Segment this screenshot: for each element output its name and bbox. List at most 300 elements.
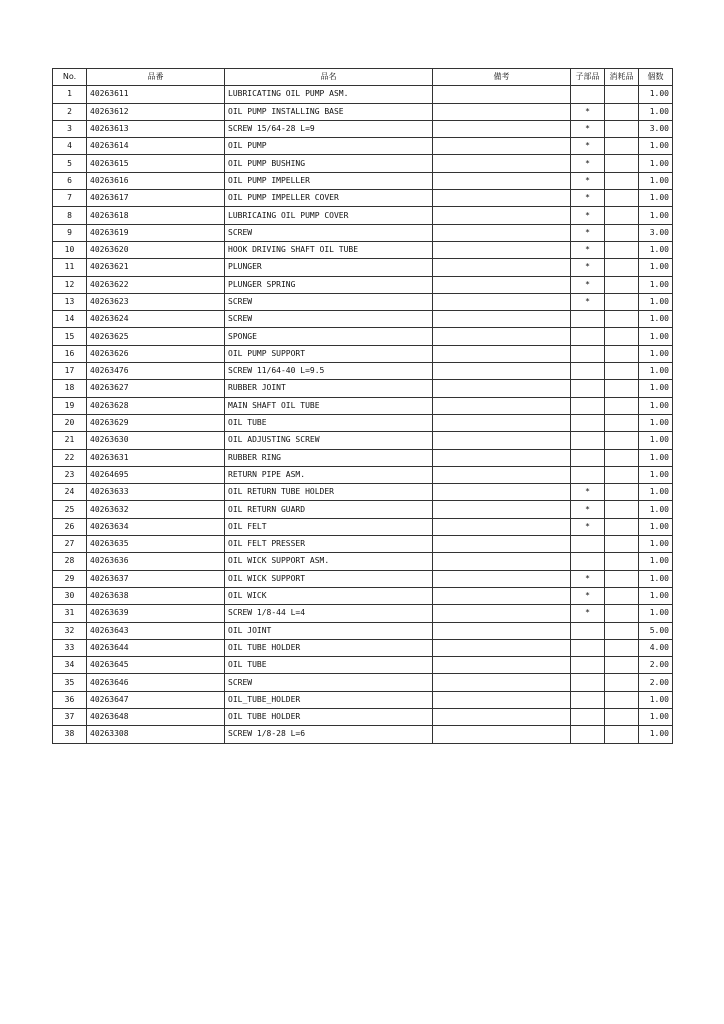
cell-no: 27 — [53, 536, 87, 553]
table-row — [53, 224, 673, 241]
table-row — [53, 587, 673, 604]
cell-no: 24 — [53, 484, 87, 501]
cell-sub-part — [571, 657, 605, 674]
table-row — [53, 259, 673, 276]
cell-remarks — [433, 380, 571, 397]
cell-quantity: 1.00 — [639, 484, 673, 501]
table-row — [53, 328, 673, 345]
cell-part-number: 40263611 — [87, 86, 225, 103]
table-body — [53, 86, 673, 743]
cell-no: 31 — [53, 605, 87, 622]
cell-part-number: 40263631 — [87, 449, 225, 466]
cell-part-name: OIL WICK SUPPORT ASM. — [225, 553, 433, 570]
cell-consumable — [605, 241, 639, 258]
cell-no: 30 — [53, 587, 87, 604]
cell-quantity: 1.00 — [639, 414, 673, 431]
cell-remarks — [433, 726, 571, 743]
cell-quantity: 1.00 — [639, 466, 673, 483]
cell-consumable — [605, 518, 639, 535]
cell-remarks — [433, 587, 571, 604]
cell-part-name: OIL RETURN TUBE HOLDER — [225, 484, 433, 501]
cell-sub-part — [571, 328, 605, 345]
cell-part-number: 40263616 — [87, 172, 225, 189]
table-row — [53, 311, 673, 328]
cell-no: 1 — [53, 86, 87, 103]
cell-part-number: 40263633 — [87, 484, 225, 501]
cell-no: 5 — [53, 155, 87, 172]
cell-remarks — [433, 241, 571, 258]
cell-part-number: 40263635 — [87, 536, 225, 553]
table-row — [53, 449, 673, 466]
cell-consumable — [605, 363, 639, 380]
cell-no: 10 — [53, 241, 87, 258]
cell-no: 8 — [53, 207, 87, 224]
cell-remarks — [433, 674, 571, 691]
table-row — [53, 414, 673, 431]
cell-part-name: RUBBER RING — [225, 449, 433, 466]
table-row — [53, 363, 673, 380]
header-sub-part: 子部品 — [571, 69, 605, 86]
cell-part-number: 40263630 — [87, 432, 225, 449]
header-part-name: 品名 — [225, 69, 433, 86]
cell-no: 21 — [53, 432, 87, 449]
cell-quantity: 3.00 — [639, 120, 673, 137]
cell-part-name: LUBRICATING OIL PUMP ASM. — [225, 86, 433, 103]
cell-sub-part: * — [571, 103, 605, 120]
cell-part-number: 40263623 — [87, 293, 225, 310]
cell-part-name: OIL ADJUSTING SCREW — [225, 432, 433, 449]
cell-no: 33 — [53, 639, 87, 656]
table-row — [53, 172, 673, 189]
cell-no: 4 — [53, 138, 87, 155]
cell-no: 37 — [53, 708, 87, 725]
cell-part-number: 40263632 — [87, 501, 225, 518]
cell-no: 34 — [53, 657, 87, 674]
cell-quantity: 1.00 — [639, 190, 673, 207]
cell-part-number: 40263638 — [87, 587, 225, 604]
cell-no: 26 — [53, 518, 87, 535]
cell-part-name: OIL PUMP BUSHING — [225, 155, 433, 172]
cell-remarks — [433, 432, 571, 449]
cell-quantity: 1.00 — [639, 328, 673, 345]
cell-quantity: 1.00 — [639, 345, 673, 362]
cell-part-number: 40263612 — [87, 103, 225, 120]
cell-quantity: 1.00 — [639, 380, 673, 397]
cell-quantity: 1.00 — [639, 311, 673, 328]
cell-consumable — [605, 311, 639, 328]
cell-no: 20 — [53, 414, 87, 431]
cell-consumable — [605, 276, 639, 293]
cell-remarks — [433, 622, 571, 639]
cell-quantity: 1.00 — [639, 570, 673, 587]
cell-quantity: 1.00 — [639, 241, 673, 258]
cell-no: 15 — [53, 328, 87, 345]
cell-part-name: SCREW — [225, 674, 433, 691]
cell-remarks — [433, 328, 571, 345]
cell-consumable — [605, 414, 639, 431]
table-header-row — [53, 69, 673, 86]
cell-consumable — [605, 726, 639, 743]
cell-consumable — [605, 449, 639, 466]
cell-no: 36 — [53, 691, 87, 708]
cell-part-number: 40263627 — [87, 380, 225, 397]
cell-sub-part — [571, 449, 605, 466]
cell-no: 23 — [53, 466, 87, 483]
cell-part-name: OIL JOINT — [225, 622, 433, 639]
cell-part-name: RUBBER JOINT — [225, 380, 433, 397]
cell-sub-part: * — [571, 501, 605, 518]
cell-consumable — [605, 380, 639, 397]
cell-quantity: 1.00 — [639, 397, 673, 414]
cell-part-number: 40263618 — [87, 207, 225, 224]
cell-consumable — [605, 484, 639, 501]
cell-consumable — [605, 536, 639, 553]
cell-part-name: SCREW — [225, 311, 433, 328]
cell-quantity: 5.00 — [639, 622, 673, 639]
cell-part-name: OIL TUBE HOLDER — [225, 708, 433, 725]
cell-sub-part — [571, 397, 605, 414]
cell-remarks — [433, 345, 571, 362]
cell-part-name: SCREW 15/64-28 L=9 — [225, 120, 433, 137]
table-row — [53, 138, 673, 155]
cell-part-name: OIL TUBE — [225, 657, 433, 674]
cell-sub-part: * — [571, 276, 605, 293]
cell-consumable — [605, 345, 639, 362]
cell-sub-part — [571, 553, 605, 570]
cell-quantity: 1.00 — [639, 536, 673, 553]
cell-part-name: LUBRICAING OIL PUMP COVER — [225, 207, 433, 224]
cell-part-name: OIL RETURN GUARD — [225, 501, 433, 518]
cell-consumable — [605, 570, 639, 587]
table-row — [53, 622, 673, 639]
cell-no: 3 — [53, 120, 87, 137]
cell-sub-part: * — [571, 605, 605, 622]
cell-sub-part — [571, 86, 605, 103]
cell-quantity: 1.00 — [639, 172, 673, 189]
cell-consumable — [605, 155, 639, 172]
cell-sub-part — [571, 432, 605, 449]
cell-part-name: OIL FELT PRESSER — [225, 536, 433, 553]
table-row — [53, 501, 673, 518]
cell-remarks — [433, 155, 571, 172]
cell-quantity: 1.00 — [639, 432, 673, 449]
cell-sub-part: * — [571, 207, 605, 224]
cell-part-number: 40263624 — [87, 311, 225, 328]
cell-remarks — [433, 449, 571, 466]
cell-part-number: 40263615 — [87, 155, 225, 172]
cell-consumable — [605, 501, 639, 518]
cell-no: 38 — [53, 726, 87, 743]
cell-quantity: 1.00 — [639, 155, 673, 172]
cell-no: 28 — [53, 553, 87, 570]
cell-part-name: OIL PUMP IMPELLER COVER — [225, 190, 433, 207]
cell-part-number: 40263476 — [87, 363, 225, 380]
cell-no: 29 — [53, 570, 87, 587]
cell-part-name: MAIN SHAFT OIL TUBE — [225, 397, 433, 414]
cell-sub-part: * — [571, 587, 605, 604]
cell-no: 9 — [53, 224, 87, 241]
cell-quantity: 1.00 — [639, 605, 673, 622]
cell-remarks — [433, 518, 571, 535]
cell-part-number: 40263628 — [87, 397, 225, 414]
cell-quantity: 1.00 — [639, 587, 673, 604]
cell-remarks — [433, 259, 571, 276]
cell-quantity: 1.00 — [639, 293, 673, 310]
cell-no: 12 — [53, 276, 87, 293]
cell-part-number: 40263647 — [87, 691, 225, 708]
cell-sub-part: * — [571, 293, 605, 310]
cell-part-number: 40264695 — [87, 466, 225, 483]
table-row — [53, 293, 673, 310]
table-row — [53, 726, 673, 743]
cell-no: 11 — [53, 259, 87, 276]
cell-part-number: 40263648 — [87, 708, 225, 725]
cell-consumable — [605, 138, 639, 155]
cell-consumable — [605, 622, 639, 639]
table-row — [53, 553, 673, 570]
cell-consumable — [605, 328, 639, 345]
cell-quantity: 3.00 — [639, 224, 673, 241]
cell-part-name: OIL PUMP — [225, 138, 433, 155]
cell-part-number: 40263613 — [87, 120, 225, 137]
cell-remarks — [433, 363, 571, 380]
cell-consumable — [605, 224, 639, 241]
cell-quantity: 2.00 — [639, 674, 673, 691]
cell-part-name: OIL PUMP INSTALLING BASE — [225, 103, 433, 120]
cell-no: 16 — [53, 345, 87, 362]
table-row — [53, 432, 673, 449]
cell-sub-part: * — [571, 259, 605, 276]
cell-part-number: 40263634 — [87, 518, 225, 535]
cell-remarks — [433, 657, 571, 674]
table-row — [53, 536, 673, 553]
table-row — [53, 639, 673, 656]
cell-remarks — [433, 138, 571, 155]
table-row — [53, 570, 673, 587]
cell-remarks — [433, 276, 571, 293]
cell-quantity: 1.00 — [639, 138, 673, 155]
cell-consumable — [605, 86, 639, 103]
header-no: No. — [53, 69, 87, 86]
cell-remarks — [433, 190, 571, 207]
cell-quantity: 1.00 — [639, 708, 673, 725]
cell-consumable — [605, 587, 639, 604]
table-row — [53, 345, 673, 362]
cell-part-number: 40263620 — [87, 241, 225, 258]
cell-quantity: 1.00 — [639, 553, 673, 570]
cell-no: 18 — [53, 380, 87, 397]
cell-remarks — [433, 536, 571, 553]
table-row — [53, 466, 673, 483]
table-row — [53, 241, 673, 258]
table-row — [53, 190, 673, 207]
cell-sub-part — [571, 691, 605, 708]
header-part-number: 品番 — [87, 69, 225, 86]
cell-sub-part: * — [571, 224, 605, 241]
cell-consumable — [605, 432, 639, 449]
cell-sub-part: * — [571, 570, 605, 587]
cell-part-name: OIL PUMP IMPELLER — [225, 172, 433, 189]
cell-no: 14 — [53, 311, 87, 328]
cell-consumable — [605, 103, 639, 120]
cell-consumable — [605, 120, 639, 137]
cell-part-name: SCREW — [225, 293, 433, 310]
cell-part-number: 40263629 — [87, 414, 225, 431]
cell-part-name: OIL FELT — [225, 518, 433, 535]
cell-sub-part — [571, 345, 605, 362]
cell-quantity: 1.00 — [639, 726, 673, 743]
cell-sub-part: * — [571, 241, 605, 258]
cell-part-name: OIL PUMP SUPPORT — [225, 345, 433, 362]
cell-part-name: OIL TUBE HOLDER — [225, 639, 433, 656]
cell-remarks — [433, 311, 571, 328]
table-row — [53, 605, 673, 622]
cell-no: 22 — [53, 449, 87, 466]
cell-remarks — [433, 466, 571, 483]
cell-sub-part — [571, 311, 605, 328]
cell-sub-part: * — [571, 484, 605, 501]
table-row — [53, 397, 673, 414]
cell-quantity: 1.00 — [639, 259, 673, 276]
cell-sub-part: * — [571, 155, 605, 172]
cell-remarks — [433, 207, 571, 224]
cell-part-name: PLUNGER SPRING — [225, 276, 433, 293]
cell-no: 19 — [53, 397, 87, 414]
cell-sub-part — [571, 639, 605, 656]
cell-consumable — [605, 708, 639, 725]
table-row — [53, 691, 673, 708]
cell-part-number: 40263308 — [87, 726, 225, 743]
cell-consumable — [605, 293, 639, 310]
cell-remarks — [433, 570, 571, 587]
cell-sub-part — [571, 466, 605, 483]
cell-consumable — [605, 207, 639, 224]
cell-remarks — [433, 224, 571, 241]
cell-remarks — [433, 414, 571, 431]
cell-no: 17 — [53, 363, 87, 380]
cell-part-number: 40263621 — [87, 259, 225, 276]
cell-part-number: 40263617 — [87, 190, 225, 207]
cell-sub-part — [571, 708, 605, 725]
table-row — [53, 674, 673, 691]
cell-remarks — [433, 501, 571, 518]
cell-no: 32 — [53, 622, 87, 639]
cell-remarks — [433, 639, 571, 656]
cell-consumable — [605, 674, 639, 691]
cell-remarks — [433, 120, 571, 137]
cell-sub-part — [571, 380, 605, 397]
cell-part-name: OIL_TUBE_HOLDER — [225, 691, 433, 708]
table-row — [53, 380, 673, 397]
cell-consumable — [605, 691, 639, 708]
cell-part-name: PLUNGER — [225, 259, 433, 276]
cell-part-number: 40263619 — [87, 224, 225, 241]
cell-remarks — [433, 103, 571, 120]
parts-list-table — [52, 68, 673, 744]
cell-no: 6 — [53, 172, 87, 189]
cell-part-name: OIL WICK — [225, 587, 433, 604]
table-row — [53, 276, 673, 293]
cell-part-number: 40263626 — [87, 345, 225, 362]
cell-consumable — [605, 657, 639, 674]
cell-part-number: 40263636 — [87, 553, 225, 570]
cell-sub-part — [571, 363, 605, 380]
cell-part-number: 40263614 — [87, 138, 225, 155]
cell-sub-part — [571, 414, 605, 431]
cell-consumable — [605, 172, 639, 189]
table-row — [53, 484, 673, 501]
cell-part-name: RETURN PIPE ASM. — [225, 466, 433, 483]
cell-quantity: 1.00 — [639, 691, 673, 708]
cell-quantity: 1.00 — [639, 276, 673, 293]
cell-no: 7 — [53, 190, 87, 207]
cell-part-number: 40263639 — [87, 605, 225, 622]
cell-sub-part: * — [571, 190, 605, 207]
cell-part-name: SCREW — [225, 224, 433, 241]
cell-consumable — [605, 397, 639, 414]
cell-sub-part: * — [571, 120, 605, 137]
cell-sub-part — [571, 726, 605, 743]
cell-sub-part: * — [571, 172, 605, 189]
cell-part-name: SPONGE — [225, 328, 433, 345]
cell-remarks — [433, 553, 571, 570]
cell-part-name: OIL TUBE — [225, 414, 433, 431]
cell-part-name: SCREW 1/8-44 L=4 — [225, 605, 433, 622]
cell-remarks — [433, 484, 571, 501]
cell-sub-part: * — [571, 138, 605, 155]
cell-remarks — [433, 172, 571, 189]
cell-remarks — [433, 86, 571, 103]
cell-remarks — [433, 708, 571, 725]
cell-remarks — [433, 691, 571, 708]
cell-remarks — [433, 293, 571, 310]
cell-consumable — [605, 259, 639, 276]
header-quantity: 個数 — [639, 69, 673, 86]
cell-part-name: HOOK DRIVING SHAFT OIL TUBE — [225, 241, 433, 258]
table-row — [53, 120, 673, 137]
table-row — [53, 708, 673, 725]
cell-part-number: 40263637 — [87, 570, 225, 587]
cell-consumable — [605, 553, 639, 570]
cell-consumable — [605, 639, 639, 656]
table-row — [53, 103, 673, 120]
table-row — [53, 518, 673, 535]
cell-part-name: SCREW 11/64-40 L=9.5 — [225, 363, 433, 380]
cell-quantity: 1.00 — [639, 207, 673, 224]
cell-part-number: 40263625 — [87, 328, 225, 345]
cell-part-name: OIL WICK SUPPORT — [225, 570, 433, 587]
cell-remarks — [433, 605, 571, 622]
cell-quantity: 1.00 — [639, 501, 673, 518]
cell-no: 2 — [53, 103, 87, 120]
cell-sub-part — [571, 674, 605, 691]
table-row — [53, 657, 673, 674]
cell-consumable — [605, 605, 639, 622]
table-row — [53, 86, 673, 103]
cell-part-number: 40263646 — [87, 674, 225, 691]
cell-part-number: 40263645 — [87, 657, 225, 674]
cell-no: 13 — [53, 293, 87, 310]
table-row — [53, 207, 673, 224]
cell-quantity: 1.00 — [639, 449, 673, 466]
cell-part-name: SCREW 1/8-28 L=6 — [225, 726, 433, 743]
cell-quantity: 1.00 — [639, 363, 673, 380]
cell-part-number: 40263622 — [87, 276, 225, 293]
cell-sub-part: * — [571, 518, 605, 535]
cell-part-number: 40263644 — [87, 639, 225, 656]
cell-quantity: 4.00 — [639, 639, 673, 656]
cell-part-number: 40263643 — [87, 622, 225, 639]
